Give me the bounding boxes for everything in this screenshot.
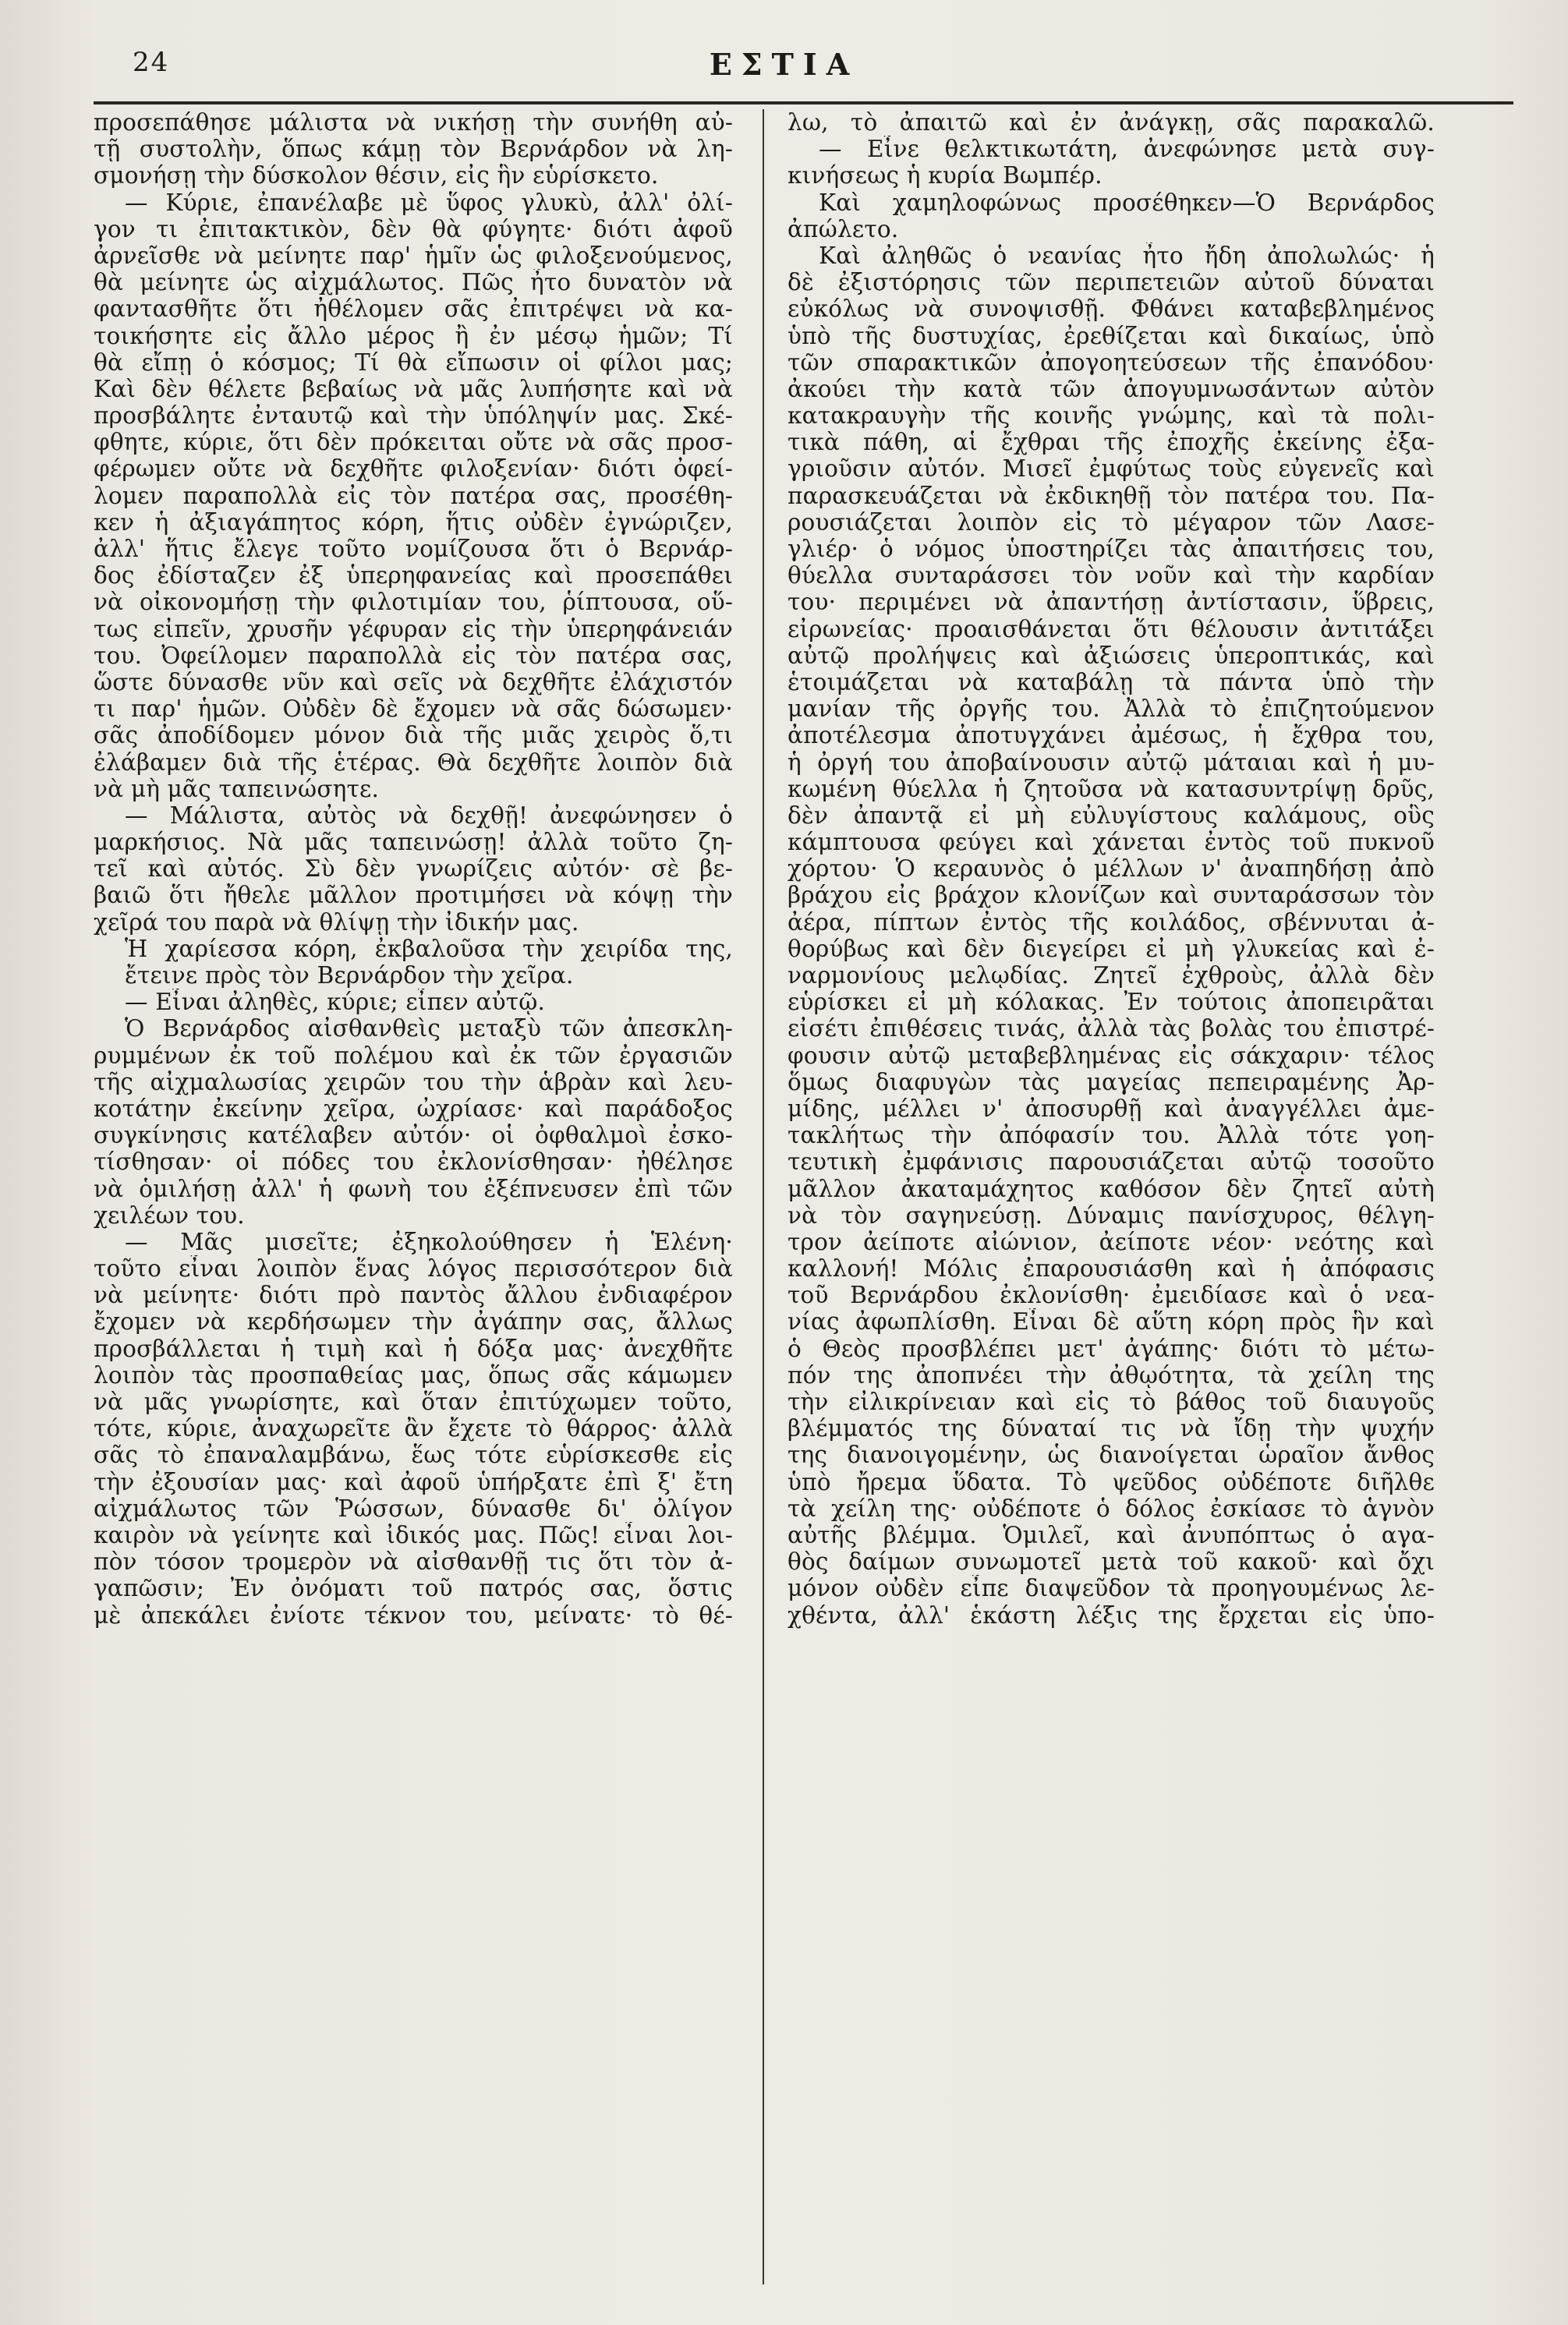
text-line: νίας ἀφωπλίσθη. Εἶναι δὲ αὕτη κόρη πρὸς ἣν καὶ (788, 1308, 1435, 1336)
text-line: του. Ὀφείλομεν παραπολλὰ εἰς τὸν πατέρα σας, (94, 642, 733, 669)
text-line: γαπῶσιν; Ἐν ὀνόματι τοῦ πατρός σας, ὅστις (94, 1575, 733, 1602)
text-line: ρουσιάζεται λοιπὸν εἰς τὸ μέγαρον τῶν Λασε- (788, 508, 1435, 536)
text-line: προσεπάθησε μάλιστα νὰ νικήσῃ τὴν συνήθη αὐ- (94, 109, 733, 136)
text-line: κάμπτουσα φεύγει καὶ χάνεται ἐντὸς τοῦ πυκνοῦ (788, 829, 1435, 856)
text-line: ἀέρα, πίπτων ἐντὸς τῆς κοιλάδος, σβέννυται ἀ- (788, 908, 1435, 936)
text-line: τῆς αἰχμαλωσίας χειρῶν του τὴν ἁβρὰν καὶ λευ- (94, 1068, 733, 1095)
text-line: χθέντα, ἀλλ' ἑκάστη λέξις της ἔρχεται εἰς ὑπο- (788, 1601, 1435, 1629)
text-line: λομεν παραπολλὰ εἰς τὸν πατέρα σας, προσέθη- (94, 482, 733, 509)
text-line: αὐτῆς βλέμμα. Ὁμιλεῖ, καὶ ἀνυπόπτως ὁ αγα- (788, 1521, 1435, 1548)
text-line: ναρμονίους μελῳδίας. Ζητεῖ ἐχθροὺς, ἀλλὰ δὲν (788, 962, 1435, 989)
text-line: καλλονή! Μόλις ἐπαρουσιάσθη καὶ ἡ ἀπόφασις (788, 1255, 1435, 1283)
text-line: του· περιμένει νὰ ἀπαντήσῃ ἀντίστασιν, ὕβρεις, (788, 589, 1435, 616)
journal-title: ΕΣΤΙΑ (709, 47, 859, 82)
text-line: λοιπὸν τὰς προσπαθείας μας, ὅπως σᾶς κάμωμεν (94, 1361, 733, 1389)
text-line: ἀρνεῖσθε νὰ μείνητε παρ' ἡμῖν ὡς φιλοξενούμενος, (94, 242, 733, 269)
text-line: νὰ μὴ μᾶς ταπεινώσητε. (94, 775, 380, 802)
text-line: Καὶ ἀληθῶς ὁ νεανίας ἦτο ἤδη ἀπολωλώς· ἡ (819, 242, 1435, 269)
text-line: δὲν ἀπαντᾷ εἰ μὴ εὐλυγίστους καλάμους, οὓς (788, 802, 1435, 829)
text-line: τότε, κύριε, ἀναχωρεῖτε ἂν ἔχετε τὸ θάρρος· ἀλλὰ (94, 1415, 733, 1442)
text-line: τὰ χείλη της· οὐδέποτε ὁ δόλος ἐσκίασε τὸ ἁγνὸν (788, 1495, 1435, 1522)
text-line: Ἡ χαρίεσσα κόρη, ἐκβαλοῦσα τὴν χειρίδα της, (125, 935, 733, 962)
text-line: ἡ ὀργή του ἀποβαίνουσιν αὐτῷ μάταιαι καὶ ἡ μυ- (788, 748, 1435, 776)
text-line: ὑπὸ ἤρεμα ὕδατα. Τὸ ψεῦδος οὐδέποτε διῆλθε (788, 1468, 1435, 1495)
text-line: ἔτεινε πρὸς τὸν Βερνάρδον τὴν χεῖρα. (125, 962, 574, 989)
text-line: τοῦτο εἶναι λοιπὸν ἕνας λόγος περισσότερον διὰ (94, 1255, 733, 1283)
text-line: δὲ ἐξιστόρησις τῶν περιπετειῶν αὐτοῦ δύναται (788, 269, 1435, 296)
text-line: τοικήσητε εἰς ἄλλο μέρος ἢ ἐν μέσῳ ἡμῶν; Τί (94, 322, 733, 349)
text-line: τως εἰπεῖν, χρυσῆν γέφυραν εἰς τὴν ὑπερηφάνειάν (94, 615, 733, 642)
text-line: τικὰ πάθη, αἱ ἔχθραι τῆς ἐποχῆς ἐκείνης ἐξα- (788, 429, 1435, 456)
text-line: ὥστε δύνασθε νῦν καὶ σεῖς νὰ δεχθῆτε ἐλάχιστόν (94, 668, 733, 695)
text-line: σᾶς ἀποδίδομεν μόνον διὰ τῆς μιᾶς χειρὸς ὅ,τι (94, 722, 733, 749)
text-line: βλέμματός της δύναταί τις νὰ ἴδῃ τὴν ψυχήν (788, 1415, 1435, 1442)
text-line: προσβάλητε ἐνταυτῷ καὶ τὴν ὑπόληψίν μας. Σκέ- (94, 402, 733, 430)
text-line: κεν ἡ ἀξιαγάπητος κόρη, ἥτις οὐδὲν ἐγνώριζεν, (94, 508, 733, 536)
text-line: τακλήτως τὴν ἀπόφασίν του. Ἀλλὰ τότε γοη- (788, 1122, 1435, 1149)
text-line: — Κύριε, ἐπανέλαβε μὲ ὕφος γλυκὺ, ἀλλ' ὀλί- (125, 189, 733, 216)
text-line: τὴν ἐξουσίαν μας· καὶ ἀφοῦ ὑπήρξατε ἐπὶ ξ' ἔτη (94, 1468, 733, 1495)
text-line: εὑρίσκει εἰ μὴ κόλακας. Ἐν τούτοις ἀποπειρᾶται (788, 989, 1435, 1016)
text-line: φέρωμεν οὔτε νὰ δεχθῆτε φιλοξενίαν· διότι ὀφεί- (94, 455, 733, 483)
text-line: θορύβως καὶ δὲν διεγείρει εἰ μὴ γλυκείας καὶ ἐ- (788, 935, 1435, 962)
text-line: Ὁ Βερνάρδος αἰσθανθεὶς μεταξὺ τῶν ἀπεσκλη- (125, 1015, 733, 1042)
text-line: βαιῶ ὅτι ἤθελε μᾶλλον προτιμήσει νὰ κόψῃ τὴν (94, 882, 733, 909)
text-line: τευτικὴ ἐμφάνισις παρουσιάζεται αὐτῷ τοσοῦτο (788, 1148, 1435, 1176)
text-line: σμονήσῃ τὴν δύσκολον θέσιν, εἰς ἣν εὑρίσκετο. (94, 162, 659, 189)
text-line: αἰχμάλωτος τῶν Ῥώσσων, δύνασθε δι' ὀλίγον (94, 1495, 733, 1522)
text-line: Καὶ δὲν θέλετε βεβαίως νὰ μᾶς λυπήσητε καὶ νὰ (94, 375, 733, 402)
page-header (94, 41, 1474, 87)
text-line: μαρκήσιος. Νὰ μᾶς ταπεινώσῃ! ἀλλὰ τοῦτο ζη- (94, 829, 733, 856)
text-line: βράχου εἰς βράχον κλονίζων καὶ συνταράσσων τὸν (788, 882, 1435, 909)
text-line: νὰ οἰκονομήσῃ τὴν φιλοτιμίαν του, ῥίπτουσα, οὕ- (94, 589, 733, 616)
text-line: δος ἐδίσταζεν ἐξ ὑπερηφανείας καὶ προσεπάθει (94, 562, 733, 589)
text-line: εἰρωνείας· προαισθάνεται ὅτι θέλουσιν ἀντιτάξει (788, 615, 1435, 642)
text-line: τίσθησαν· οἱ πόδες του ἐκλονίσθησαν· ἠθέλησε (94, 1148, 733, 1176)
text-line: μανίαν τῆς ὀργῆς του. Ἀλλὰ τὸ ἐπιζητούμενον (788, 695, 1435, 723)
text-line: μᾶλλον ἀκαταμάχητος καθόσον δὲν ζητεῖ αὐτὴ (788, 1175, 1435, 1202)
left-column (94, 109, 733, 1629)
text-line: εἰσέτι ἐπιθέσεις τινάς, ἀλλὰ τὰς βολὰς του ἐπιστρέ- (788, 1015, 1435, 1042)
text-line: της διανοιγομένην, ὡς διανοίγεται ὡραῖον ἄνθος (788, 1442, 1435, 1469)
text-line: κινήσεως ἡ κυρία Βωμπέρ. (788, 162, 1103, 189)
text-line: λω, τὸ ἀπαιτῶ καὶ ἐν ἀνάγκῃ, σᾶς παρακαλῶ. (788, 109, 1435, 136)
text-line: τοῦ Βερνάρδου ἐκλονίσθη· ἐμειδίασε καὶ ὁ νεα- (788, 1282, 1435, 1309)
text-line: Καὶ χαμηλοφώνως προσέθηκεν—Ὁ Βερνάρδος (819, 189, 1435, 216)
text-line: μὲ ἀπεκάλει ἐνίοτε τέκνον του, μείνατε· τὸ θέ- (94, 1601, 733, 1629)
text-line: ἔχομεν νὰ κερδήσωμεν τὴν ἀγάπην σας, ἄλλως (94, 1308, 733, 1336)
text-line: κοτάτην ἐκείνην χεῖρα, ὠχρίασε· καὶ παράδοξος (94, 1095, 733, 1122)
text-line: προσβάλλεται ἡ τιμὴ καὶ ἡ δόξα μας· ἀνεχθῆτε (94, 1335, 733, 1362)
text-line: παρασκευάζεται νὰ ἐκδικηθῇ τὸν πατέρα του. Πα- (788, 482, 1435, 509)
text-line: ἀπώλετο. (788, 215, 899, 242)
text-line: γριοῦσιν αὐτόν. Μισεῖ ἐμφύτως τοὺς εὐγενεῖς καὶ (788, 455, 1435, 483)
text-line: — Εἶνε θελκτικωτάτη, ἀνεφώνησε μετὰ συγ- (819, 136, 1435, 163)
text-line: θὰ μείνητε ὡς αἰχμάλωτος. Πῶς ἦτο δυνατὸν νὰ (94, 269, 733, 296)
text-line: ὑπὸ τῆς δυστυχίας, ἐρεθίζεται καὶ δικαίως, ὑπὸ (788, 322, 1435, 349)
text-line: θὸς δαίμων συνωμοτεῖ μετὰ τοῦ κακοῦ· καὶ ὄχι (788, 1548, 1435, 1576)
text-line: χόρτου· Ὁ κεραυνὸς ὁ μέλλων ν' ἀναπηδήσῃ ἀπὸ (788, 855, 1435, 883)
text-line: νὰ ὁμιλήσῃ ἀλλ' ἡ φωνὴ του ἐξέπνευσεν ἐπὶ τῶν (94, 1175, 733, 1202)
text-line: τῶν σπαρακτικῶν ἀπογοητεύσεων τῆς ἐπανόδου· (788, 349, 1435, 376)
text-line: ὁ Θεὸς προσβλέπει μετ' ἀγάπης· διότι τὸ μέτω- (788, 1335, 1435, 1362)
text-line: — Μάλιστα, αὐτὸς νὰ δεχθῇ! ἀνεφώνησεν ὁ (125, 802, 733, 829)
text-line: ὅμως διαφυγὼν τὰς μαγείας πεπειραμένης Ἀρ- (788, 1068, 1435, 1095)
text-line: ἀποτέλεσμα ἀποτυγχάνει ἀμέσως, ἡ ἔχθρα του, (788, 722, 1435, 749)
text-line: φθητε, κύριε, ὅτι δὲν πρόκειται οὔτε νὰ σᾶς προσ- (94, 429, 733, 456)
text-line: μίδης, μέλλει ν' ἀποσυρθῇ καὶ ἀναγγέλλει ἀμε- (788, 1095, 1435, 1122)
text-line: ρυμμένων ἐκ τοῦ πολέμου καὶ ἐκ τῶν ἐργασιῶν (94, 1042, 733, 1069)
text-line: τῇ συστολὴν, ὅπως κάμῃ τὸν Βερνάρδον νὰ λη- (94, 136, 733, 163)
text-line: νὰ τὸν σαγηνεύσῃ. Δύναμις πανίσχυρος, θέλγη- (788, 1201, 1435, 1229)
text-line: τὴν εἰλικρίνειαν καὶ εἰς τὸ βάθος τοῦ διαυγοῦς (788, 1389, 1435, 1415)
text-line: γον τι ἐπιτακτικὸν, δὲν θὰ φύγητε· διότι ἀφοῦ (94, 215, 733, 242)
text-line: γλιέρ· ὁ νόμος ὑποστηρίζει τὰς ἀπαιτήσεις του, (788, 536, 1435, 562)
text-line: ἀκούει τὴν κατὰ τῶν ἀπογυμνωσάντων αὐτὸν (788, 375, 1435, 402)
text-line: νὰ μείνητε· διότι πρὸ παντὸς ἄλλου ἐνδιαφέρον (94, 1282, 733, 1309)
text-line: μόνον οὐδὲν εἶπε διαψεῦδον τὰ προηγουμένως λε- (788, 1575, 1435, 1602)
text-line: πόν της ἀποπνέει τὴν ἀθῳότητα, τὰ χείλη της (788, 1361, 1435, 1389)
text-line: φαντασθῆτε ὅτι ἠθέλομεν σᾶς ἐπιτρέψει νὰ κα- (94, 295, 733, 323)
text-line: θύελλα συνταράσσει τὸν νοῦν καὶ τὴν καρδίαν (788, 562, 1435, 589)
text-line: — Μᾶς μισεῖτε; ἐξηκολούθησεν ἡ Ἑλένη· (125, 1228, 733, 1255)
page-number: 24 (133, 47, 170, 78)
text-line: εὐκόλως νὰ συνοψισθῇ. Φθάνει καταβεβλημένος (788, 295, 1435, 323)
text-line: ἐλάβαμεν διὰ τῆς ἑτέρας. Θὰ δεχθῆτε λοιπὸν διὰ (94, 748, 733, 776)
text-line: κωμένη θύελλα ἡ ζητοῦσα νὰ κατασυντρίψῃ δρῦς, (788, 775, 1435, 802)
text-line: ἑτοιμάζεται νὰ καταβάλῃ τὰ πάντα ὑπὸ τὴν (788, 668, 1435, 695)
right-column (788, 109, 1435, 1629)
text-line: νὰ μᾶς γνωρίσητε, καὶ ὅταν ἐπιτύχωμεν τοῦτο, (94, 1389, 733, 1415)
text-line: θὰ εἴπῃ ὁ κόσμος; Τί θὰ εἴπωσιν οἱ φίλοι μας; (94, 349, 733, 376)
text-line: χειλέων του. (94, 1201, 245, 1229)
text-line: ἀλλ' ἥτις ἔλεγε τοῦτο νομίζουσα ὅτι ὁ Βερνάρ- (94, 536, 733, 562)
text-line: κατακραυγὴν τῆς κοινῆς γνώμης, καὶ τὰ πολι- (788, 402, 1435, 430)
text-line: χεῖρά του παρὰ νὰ θλίψῃ τὴν ἰδικήν μας. (94, 908, 579, 936)
text-line: τρον ἀείποτε αἰώνιον, ἀείποτε νέον· νεότης καὶ (788, 1228, 1435, 1255)
header-rule (94, 101, 1513, 104)
text-line: τεῖ καὶ αὐτός. Σὺ δὲν γνωρίζεις αὐτόν· σὲ βε- (94, 855, 733, 883)
text-line: πὸν τόσον τρομερὸν νὰ αἰσθανθῇ τις ὅτι τὸν ἀ- (94, 1548, 733, 1576)
text-line: καιρὸν νὰ γείνητε καὶ ἰδικός μας. Πῶς! εἶναι λοι- (94, 1521, 733, 1548)
text-line: — Εἶναι ἀληθὲς, κύριε; εἶπεν αὐτῷ. (125, 989, 546, 1016)
text-line: τι παρ' ἡμῶν. Οὐδὲν δὲ ἔχομεν νὰ σᾶς δώσωμεν· (94, 695, 733, 723)
text-line: φουσιν αὐτῷ μεταβεβλημένας εἰς σάκχαριν· τέλος (788, 1042, 1435, 1069)
text-line: συγκίνησις κατέλαβεν αὐτόν· οἱ ὀφθαλμοὶ ἐσκο- (94, 1122, 733, 1149)
text-line: αὐτῷ προλήψεις καὶ ἀξιώσεις ὑπεροπτικάς, καὶ (788, 642, 1435, 669)
text-line: σᾶς τὸ ἐπαναλαμβάνω, ἕως τότε εὑρίσκεσθε εἰς (94, 1442, 733, 1469)
column-divider (763, 109, 764, 2284)
